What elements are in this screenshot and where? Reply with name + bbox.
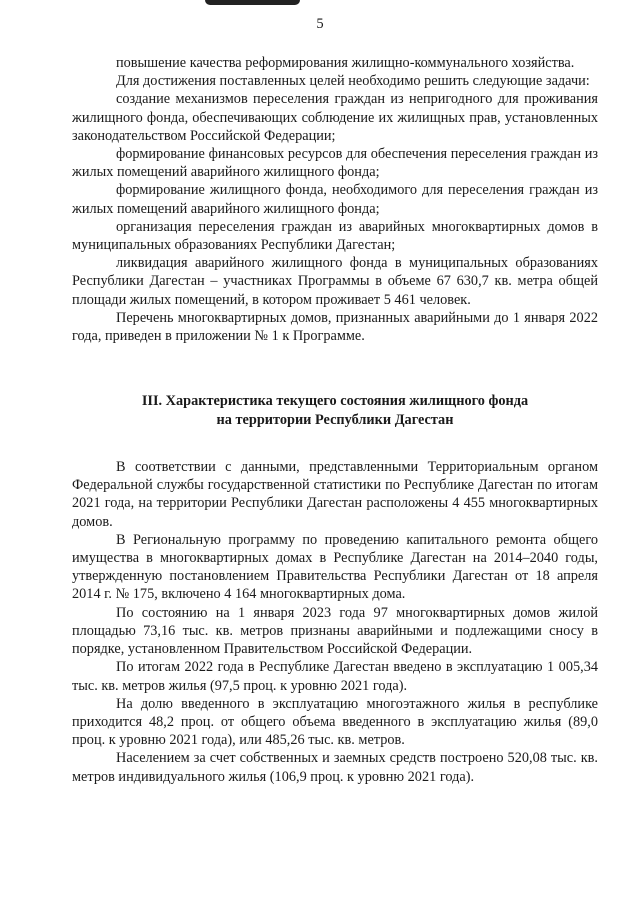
paragraph-appendix-reference: Перечень многоквартирных домов, признанных аварийными до 1 января 2022 года, приведен в приложении № 1 к Программе. (72, 309, 598, 345)
paragraph-tasks-intro: Для достижения поставленных целей необходимо решить следующие задачи: (116, 73, 590, 90)
paragraph-task-3: формирование жилищного фонда, необходимого для переселения граждан из жилых помещений аварийного жилищного фонда; (72, 182, 598, 217)
section-heading-line-2: на территории Республики Дагестан (216, 411, 454, 428)
document-body (72, 54, 598, 786)
paragraph-regional-program: В Региональную программу по проведению капитального ремонта общего имущества в многоквартирных домах в Республике Дагестан на 2014–2040 годы, утвержденную постановлением Правительства Республики Дагестан от 18 апреля 2014 г. № 175, включено 4 164 многоквартирных дома. (72, 531, 598, 603)
paragraph-task-4: организация переселения граждан из аварийных многоквартирных домов в муниципальных образованиях Республики Дагестан; (72, 218, 598, 254)
paragraph-multistorey-share: На долю введенного в эксплуатацию многоэтажного жилья в республике приходится 48,2 проц. от общего объема введенного в эксплуатацию жилья (89,0 проц. к уровню 2021 года), или 485,26 тыс. кв. метров. (72, 695, 598, 749)
paragraph-task-1: создание механизмов переселения граждан из непригодного для проживания жилищного фонда, обеспечивающих соблюдение их жилищных прав, установленных законодательством Российской Федерации; (72, 91, 598, 144)
page-number: 5 (316, 16, 324, 32)
section-heading-line-1: III. Характеристика текущего состояния жилищного фонда (141, 393, 529, 410)
paragraph-statistics: В соответствии с данными, представленными Территориальным органом Федеральной службы государственной статистики по Республике Дагестан по итогам 2021 года, на территории Республики Дагестан расположены 4 455 многоквартирных домов. (72, 459, 598, 530)
paragraph-task-2: формирование финансовых ресурсов для обеспечения переселения граждан из жилых помещений аварийного жилищного фонда; (72, 146, 598, 181)
section-heading (72, 392, 598, 429)
paragraph-goal-continuation: повышение качества реформирования жилищно-коммунального хозяйства. (116, 55, 575, 71)
paragraph-emergency-houses: По состоянию на 1 января 2023 года 97 многоквартирных домов жилой площадью 73,16 тыс. кв. метров признаны аварийными и подлежащими сносу в порядке, установленном Правительством Российской Федерации. (72, 604, 598, 658)
paragraph-commissioned-2022: По итогам 2022 года в Республике Дагестан введено в эксплуатацию 1 005,34 тыс. кв. метров жилья (97,5 проц. к уровню 2021 года). (72, 659, 598, 694)
paragraph-individual-housing: Населением за счет собственных и заемных средств построено 520,08 тыс. кв. метров индивидуального жилья (106,9 проц. к уровню 2021 года). (72, 750, 598, 785)
paragraph-task-5: ликвидация аварийного жилищного фонда в муниципальных образованиях Республики Дагестан – участниках Программы в объеме 67 630,7 кв. метра общей площади жилых помещений, в котором проживает 5 461 человек. (72, 255, 598, 308)
scan-artifact (205, 0, 300, 5)
